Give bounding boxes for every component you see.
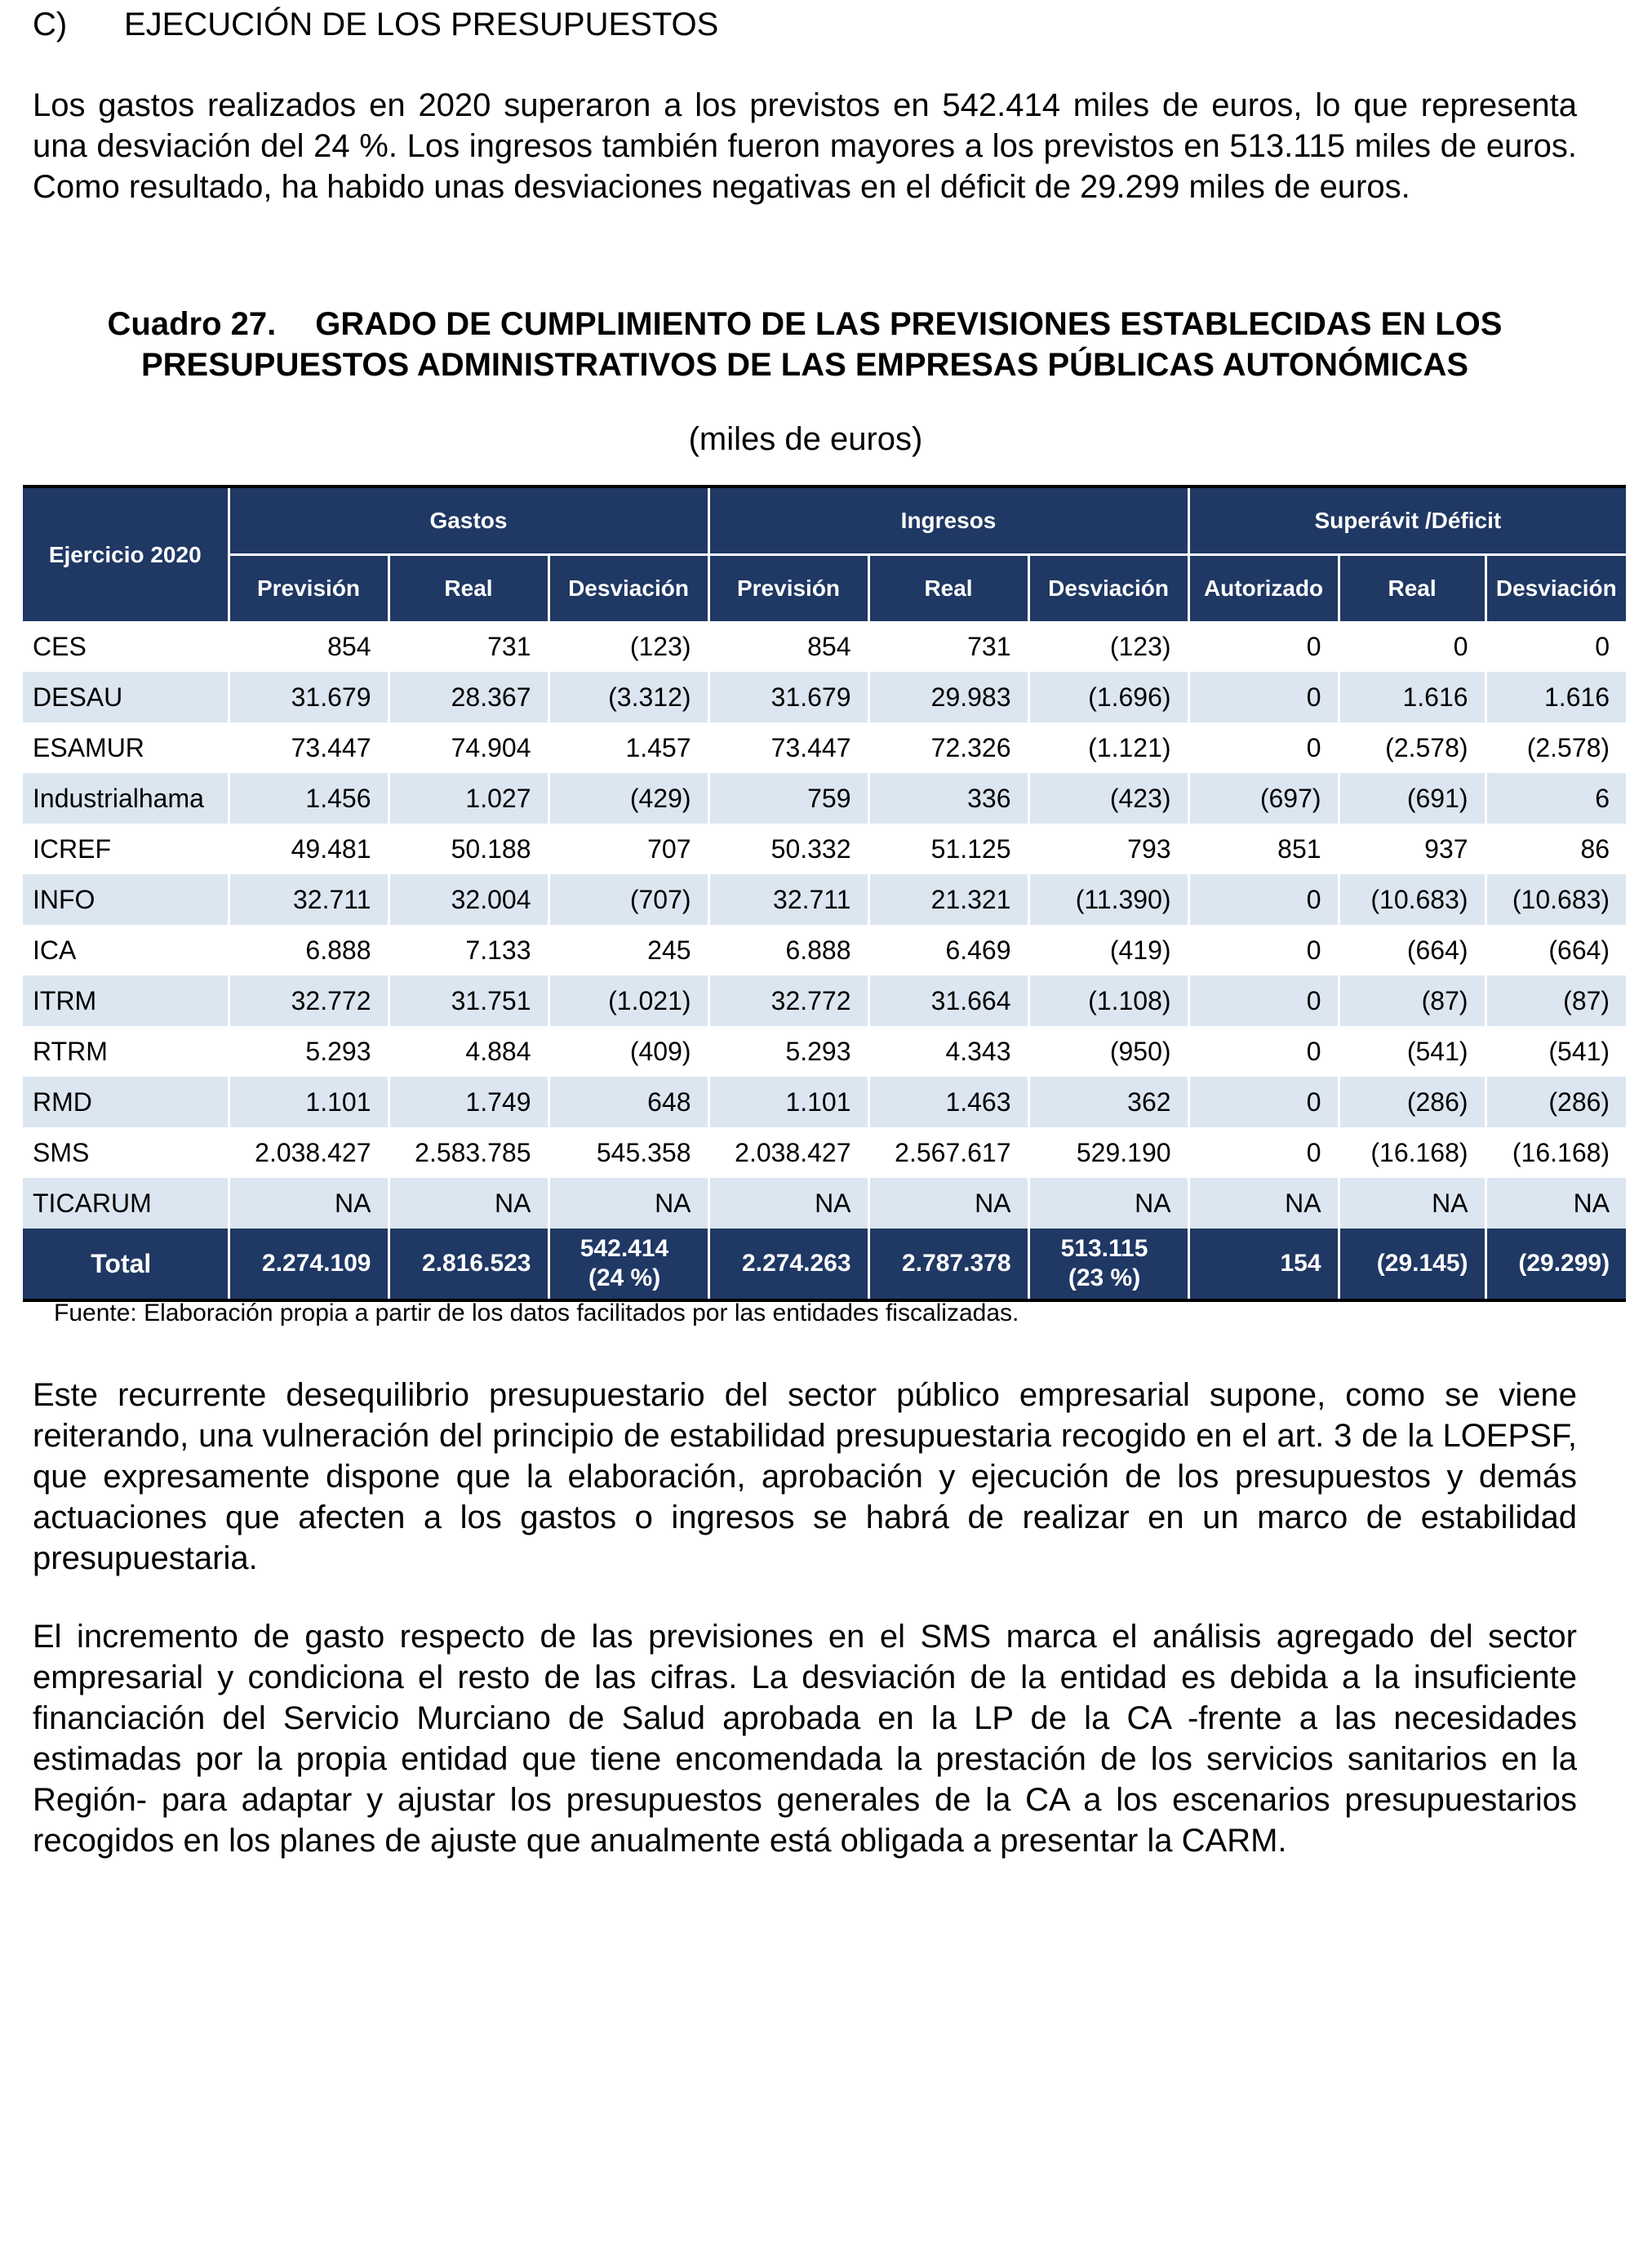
table-cell: 2.567.617 [868, 1127, 1028, 1178]
column-header: Desviación [548, 555, 708, 622]
table-cell: NA [1485, 1178, 1626, 1229]
table-row [23, 925, 1626, 975]
entity-name-cell: ITRM [23, 975, 229, 1026]
table-cell: (87) [1339, 975, 1485, 1026]
table-title-text: GRADO DE CUMPLIMIENTO DE LAS PREVISIONES ESTABLECIDAS EN LOS PRESUPUESTOS ADMINISTRATIVOS DE LAS EMPRESAS PÚBLICAS AUTONÓMICAS [140, 306, 1503, 383]
table-cell: 32.711 [708, 874, 868, 925]
section-heading [33, 7, 718, 43]
table-cell: 32.772 [708, 975, 868, 1026]
entity-name-cell: ICREF [33, 833, 111, 864]
table-cell: 73.447 [229, 722, 389, 773]
table-cell: 0 [1188, 1026, 1339, 1077]
table-cell: 545.358 [548, 1127, 708, 1178]
table-cell: 0 [1188, 1077, 1339, 1127]
total-cell [548, 1229, 708, 1300]
table-row [23, 621, 1626, 672]
table-cell: 32.772 [229, 975, 389, 1026]
table-cell: (429) [548, 773, 708, 824]
table-row [23, 975, 1626, 1026]
entity-name-cell: RTRM [33, 1036, 108, 1066]
table-cell: (2.578) [1485, 722, 1626, 773]
table-cell: 854 [708, 621, 868, 672]
total-cell: 2.787.378 [868, 1229, 1028, 1300]
table-cell: 1.101 [708, 1077, 868, 1127]
column-header: Previsión [229, 555, 389, 622]
table-cell: 32.711 [229, 874, 389, 925]
total-label: Total [23, 1229, 229, 1300]
table-cell: (3.312) [548, 672, 708, 722]
table-cell: (419) [1028, 925, 1188, 975]
table-cell: 4.884 [389, 1026, 548, 1077]
group-header-superavit: Superávit /Déficit [1188, 487, 1626, 555]
table-cell: 4.343 [868, 1026, 1028, 1077]
total-pct: (23 %) [1068, 1264, 1141, 1291]
table-cell: 1.456 [229, 773, 389, 824]
intro-paragraph: Los gastos realizados en 2020 superaron a los previstos en 542.414 miles de euros, lo que representa una desviación del 24 %. Los ingresos también fueron mayores a los previstos en 513.115 miles de euros. Como resultado, ha habido unas desviaciones negativas en el déficit de 29.299 miles de euros. [33, 87, 1577, 205]
table-cell: (541) [1485, 1026, 1626, 1077]
table-cell: 50.188 [389, 824, 548, 874]
table-cell: 50.332 [708, 824, 868, 874]
table-cell: NA [1188, 1178, 1339, 1229]
column-header: Desviación [1485, 555, 1626, 622]
table-cell: NA [229, 1178, 389, 1229]
column-header: Real [1339, 555, 1485, 622]
budget-table [23, 485, 1626, 1302]
table-row [23, 824, 1626, 874]
table-cell: 0 [1188, 621, 1339, 672]
table-cell: 28.367 [389, 672, 548, 722]
table-cell: (2.578) [1339, 722, 1485, 773]
table-row [23, 1178, 1626, 1229]
column-header: Real [389, 555, 548, 622]
entity-name-cell: CES [33, 631, 87, 661]
table-cell: 2.583.785 [389, 1127, 548, 1178]
table-cell: 1.027 [389, 773, 548, 824]
total-cell: 154 [1188, 1229, 1339, 1300]
table-cell: 73.447 [708, 722, 868, 773]
table-cell: 21.321 [868, 874, 1028, 925]
total-cell: (29.299) [1485, 1229, 1626, 1300]
group-header-ingresos: Ingresos [708, 487, 1188, 555]
paragraph-2: Este recurrente desequilibrio presupuestario del sector público empresarial supone, como se viene reiterando, una vulneración del principio de estabilidad presupuestaria recogido en el art. 3 de la LOEPSF, que expresamente dispone que la elaboración, aprobación y ejecución de los presupuestos y demás actuaciones que afecten a los gastos o ingresos se habrá de realizar en un marco de estabilidad presupuestaria. [33, 1377, 1577, 1576]
table-row [23, 1026, 1626, 1077]
total-cell: 2.816.523 [389, 1229, 548, 1300]
table-cell: 31.751 [389, 975, 548, 1026]
table-row [23, 1077, 1626, 1127]
table-cell: 851 [1188, 824, 1339, 874]
table-cell: 362 [1028, 1077, 1188, 1127]
table-cell: (10.683) [1339, 874, 1485, 925]
table-cell: (123) [548, 621, 708, 672]
table-cell: 793 [1028, 824, 1188, 874]
table-cell: 1.101 [229, 1077, 389, 1127]
table-cell: 1.463 [868, 1077, 1028, 1127]
entity-name-cell: SMS [33, 1137, 90, 1167]
table-cell: 1.616 [1485, 672, 1626, 722]
entity-name-cell: TICARUM [23, 1178, 229, 1229]
table-cell: 0 [1339, 621, 1485, 672]
table-cell: (286) [1485, 1077, 1626, 1127]
table-cell: 336 [868, 773, 1028, 824]
table-cell: (1.108) [1028, 975, 1188, 1026]
table-cell: 0 [1188, 722, 1339, 773]
table-row [23, 672, 1626, 722]
table-cell: 5.293 [229, 1026, 389, 1077]
table-cell: 49.481 [229, 824, 389, 874]
table-cell: (10.683) [1485, 874, 1626, 925]
table-cell: (664) [1485, 925, 1626, 975]
entity-name-cell: ESAMUR [33, 732, 144, 762]
table-cell: (286) [1339, 1077, 1485, 1127]
table-cell: NA [389, 1178, 548, 1229]
table-cell: 7.133 [389, 925, 548, 975]
table-cell: 72.326 [868, 722, 1028, 773]
entity-name-cell: RMD [23, 1077, 229, 1127]
table-cell: 0 [1188, 925, 1339, 975]
table-cell: 51.125 [868, 824, 1028, 874]
table-cell: 1.749 [389, 1077, 548, 1127]
table-cell: (1.696) [1028, 672, 1188, 722]
table-cell: NA [708, 1178, 868, 1229]
table-cell: (409) [548, 1026, 708, 1077]
table-cell: (691) [1339, 773, 1485, 824]
table-cell: NA [868, 1178, 1028, 1229]
table-cell: 731 [389, 621, 548, 672]
column-header: Autorizado [1188, 555, 1339, 622]
total-pct: (24 %) [588, 1264, 661, 1291]
group-header-gastos: Gastos [229, 487, 708, 555]
table-cell: 0 [1188, 672, 1339, 722]
table-cell: (11.390) [1028, 874, 1188, 925]
table-cell: 31.679 [229, 672, 389, 722]
table-cell: 731 [868, 621, 1028, 672]
table-cell: 0 [1485, 621, 1626, 672]
table-cell: 32.004 [389, 874, 548, 925]
table-cell: (423) [1028, 773, 1188, 824]
total-cell: (29.145) [1339, 1229, 1485, 1300]
table-row [23, 1127, 1626, 1178]
table-cell: 6.469 [868, 925, 1028, 975]
table-body [23, 621, 1626, 1229]
entity-name-cell: Industrialhama [23, 773, 229, 824]
table-row [23, 874, 1626, 925]
table-cell: 31.664 [868, 975, 1028, 1026]
table-cell: NA [1339, 1178, 1485, 1229]
table-cell: 854 [229, 621, 389, 672]
table-cell: 31.679 [708, 672, 868, 722]
table-cell: (541) [1339, 1026, 1485, 1077]
table-cell: (697) [1188, 773, 1339, 824]
section-title: EJECUCIÓN DE LOS PRESUPUESTOS [124, 7, 719, 42]
table-cell: (664) [1339, 925, 1485, 975]
table-cell: 0 [1188, 1127, 1339, 1178]
table-cell: 6.888 [708, 925, 868, 975]
table-cell: 29.983 [868, 672, 1028, 722]
table-cell: 2.038.427 [229, 1127, 389, 1178]
total-value: 542.414 [580, 1235, 669, 1262]
table-row [23, 722, 1626, 773]
column-header: Previsión [708, 555, 868, 622]
table-cell: 86 [1485, 824, 1626, 874]
table-units: (miles de euros) [688, 421, 923, 457]
table-cell: (950) [1028, 1026, 1188, 1077]
table-cell: 1.616 [1339, 672, 1485, 722]
table-cell: 6 [1485, 773, 1626, 824]
table-source: Fuente: Elaboración propia a partir de los datos facilitados por las entidades fiscalizadas. [54, 1300, 1019, 1326]
total-cell: 2.274.109 [229, 1229, 389, 1300]
table-cell: 648 [548, 1077, 708, 1127]
table-cell: 6.888 [229, 925, 389, 975]
table-cell: 2.038.427 [708, 1127, 868, 1178]
table-cell: NA [1028, 1178, 1188, 1229]
table-cell: (123) [1028, 621, 1188, 672]
table-cell: 74.904 [389, 722, 548, 773]
table-cell: (87) [1485, 975, 1626, 1026]
section-letter: C) [33, 7, 68, 42]
table-number: Cuadro 27. [107, 306, 277, 342]
table-cell: (1.121) [1028, 722, 1188, 773]
table-cell: 5.293 [708, 1026, 868, 1077]
table-cell: (707) [548, 874, 708, 925]
table-cell: (16.168) [1339, 1127, 1485, 1178]
table-cell: 0 [1188, 874, 1339, 925]
total-value: 513.115 [1060, 1235, 1148, 1262]
table-cell: (1.021) [548, 975, 708, 1026]
entity-name-cell: DESAU [23, 672, 229, 722]
total-cell: 2.274.263 [708, 1229, 868, 1300]
column-header: Real [868, 555, 1028, 622]
table-cell: 0 [1188, 975, 1339, 1026]
table-cell: 529.190 [1028, 1127, 1188, 1178]
table-cell: 245 [548, 925, 708, 975]
table-cell: 1.457 [548, 722, 708, 773]
total-row [23, 1229, 1626, 1300]
table-row [23, 773, 1626, 824]
column-header: Desviación [1028, 555, 1188, 622]
total-cell [1028, 1229, 1188, 1300]
table-cell: NA [548, 1178, 708, 1229]
paragraph-3: El incremento de gasto respecto de las previsiones en el SMS marca el análisis agregado del sector empresarial y condiciona el resto de las cifras. La desviación de la entidad es debida a la insuficiente financiación del Servicio Murciano de Salud aprobada en la LP de la CA -frente a las necesidades estimadas por la propia entidad que tiene encomendada la prestación de los servicios sanitarios en la Región- para adaptar y ajustar los presupuestos generales de la CA a los escenarios presupuestarios recogidos en los planes de ajuste que anualmente está obligada a presentar la CARM. [33, 1619, 1577, 1859]
table-cell: (16.168) [1485, 1127, 1626, 1178]
table-cell: 707 [548, 824, 708, 874]
entity-name-cell: INFO [23, 874, 229, 925]
entity-name-cell: ICA [33, 935, 77, 965]
row-header: Ejercicio 2020 [23, 487, 229, 621]
table-cell: 759 [708, 773, 868, 824]
table-cell: 937 [1339, 824, 1485, 874]
table-title [33, 304, 1577, 385]
